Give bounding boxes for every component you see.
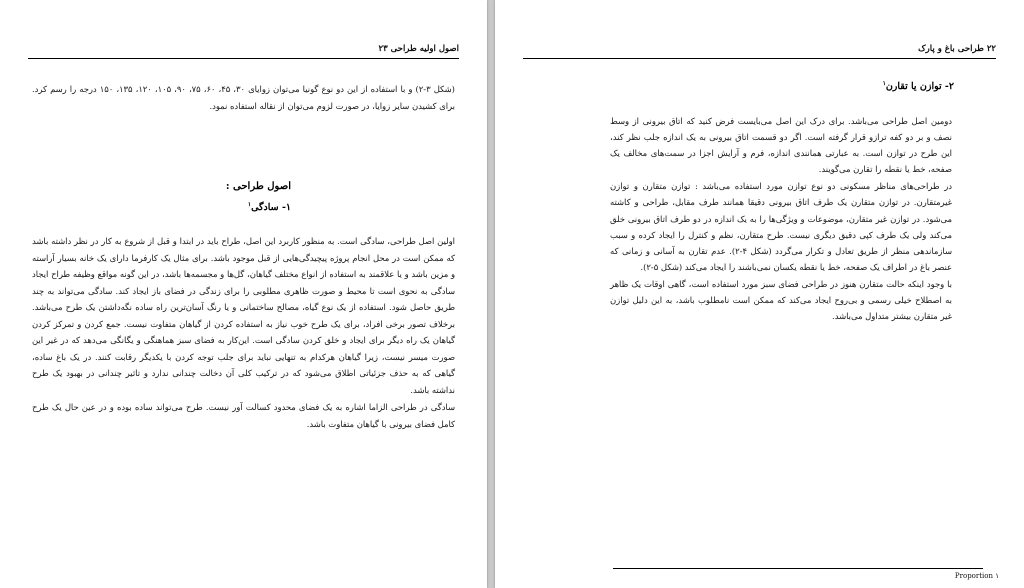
right-paragraph-3: با وجود اینکه حالت متقارن هنوز در طراحی فضای سبز مورد استفاده است، گاهی اوقات یک ظاهر به اصطلاح خیلی رسمی و بی‌روح ایجاد می‌کند که ممکن است نامطلوب باشد، به این دلیل توازن غیر متقارن بیشتر متداول می‌باشد. bbox=[610, 278, 952, 322]
section-heading: اصول طراحی : bbox=[225, 181, 291, 192]
balance-heading bbox=[883, 80, 954, 92]
left-body bbox=[32, 233, 455, 433]
right-paragraph-1: دومین اصل طراحی می‌باشد. برای درک این اصل می‌بایست فرض کنید که اتاق بیرونی از وسط نصف و بر دو کفه ترازو قرار گرفته است. اگر دو قسمت اتاق بیرونی به یک اندازه جلب نظر کند، این طرح در توازن است. به عبارتی همانندی اندازه، فرم و آرایش اجزا در سمت‌های مخالف یک صفحه، خط یا نقطه را تقارن می‌گویند. bbox=[610, 116, 952, 175]
simplicity-footnote-marker: ۱ bbox=[247, 201, 252, 208]
right-paragraph-2: در طراحی‌های مناظر مسکونی دو نوع توازن مورد استفاده می‌باشد : توازن متقارن و توازن غیرمتقارن. در توازن متقارن یک طرف اتاق بیرونی دقیقا همانند طرف مقابل، طراحی و کاشته می‌شود. در توازن غیر متقارن، موضوعات و ویژگی‌ها را به یک اندازه در دو طرف اتاق بیرونی خلق می‌کند ولی یک طرف کپی دقیق دیگری نیست. طرح متقارن، نظم و کنترل را ایجاد کرده و سبب سازماندهی منظر از طریق تعادل و تکرار می‌گردد (شکل ۴-۲). عدم تقارن به آسانی و زمانی که عنصر باغ در اطراف یک صفحه، خط یا نقطه یکسان نمی‌باشند را ایجاد می‌کند (شکل ۵-۲). bbox=[610, 181, 953, 272]
simplicity-heading-text: ۱- سادگی bbox=[251, 202, 291, 214]
left-paragraph-2: سادگی در طراحی الزاما اشاره به یک فضای محدود کسالت آور نیست. طرح می‌تواند ساده بوده و در عین حال یک طرح کامل فضای بیرونی با گیاهان متفاوت باشد. bbox=[32, 402, 455, 429]
right-page-header: ۲۲ طراحی باغ و پارک bbox=[523, 44, 996, 59]
left-intro-paragraph: (شکل ۳-۲) و با استفاده از این دو نوع گونیا می‌توان زوایای ۳۰، ۴۵، ۶۰، ۷۵، ۹۰، ۱۰۵، ۱۲۰، ۱۳۵، ۱۵۰ درجه را رسم کرد. برای کشیدن سایر زوایا، در صورت لزوم می‌توان از نقاله استفاده نمود. bbox=[32, 84, 455, 111]
left-paragraph-1: اولین اصل طراحی، سادگی است. به منظور کاربرد این اصل، طراح باید در ابتدا و قبل از شروع به کار در نظر داشته باشد که ممکن است در محل انجام پروژه پیچیدگی‌هایی از قبل موجود باشد. برای مثال یک کارفرما دارای یک خانه بسیار آراسته و مزین باشد و یا علاقمند به استفاده از انواع مختلف گیاهان، گل‌ها و مجسمه‌ها باشد، در این گونه مواقع وظیفه طراح ایجاد سادگی به نحوی است تا محیط و صورت ظاهری مطلوبی را برای زندگی در فضای باز ایجاد کند. سادگی می‌تواند به چند طریق حاصل شود. استفاده از یک نوع گیاه، مصالح ساختمانی و یا رنگ آسان‌ترین راه ساده نگه‌داشتن یک طرح می‌باشد. برخلاف تصور برخی افراد، برای یک طرح خوب نیاز به استفاده کردن از گیاهان متفاوت نیست. جمع کردن و تمرکز کردن گیاهان یک راه دیگر برای ایجاد و خلق کردن سادگی است. این‌کار به فضای سبز هماهنگی و یگانگی می‌دهد که در غیر این صورت میسر نیست، زیرا گیاهان هرکدام به تنهایی نباید برای جلب توجه کردن با یکدیگر رقابت کنند. در یک باغ ساده، گیاهی که به حذف جزئیاتی اطلاق می‌شود که در ترکیب کلی آن دخالت چندانی ندارد و تاثیر چندانی در بهبود یک طرح نداشته باشد. bbox=[32, 236, 455, 395]
balance-heading-text: ۲- توازن یا تقارن bbox=[885, 81, 954, 93]
footnote: Proportion ۱ bbox=[954, 572, 999, 580]
simplicity-heading bbox=[248, 201, 291, 213]
right-page bbox=[495, 0, 1024, 588]
left-page-header: اصول اولیه طراحی ۲۳ bbox=[28, 44, 459, 59]
balance-footnote-marker: ۱ bbox=[882, 80, 886, 87]
footnote-divider bbox=[613, 568, 983, 569]
left-page bbox=[0, 0, 487, 588]
right-body bbox=[610, 113, 952, 325]
